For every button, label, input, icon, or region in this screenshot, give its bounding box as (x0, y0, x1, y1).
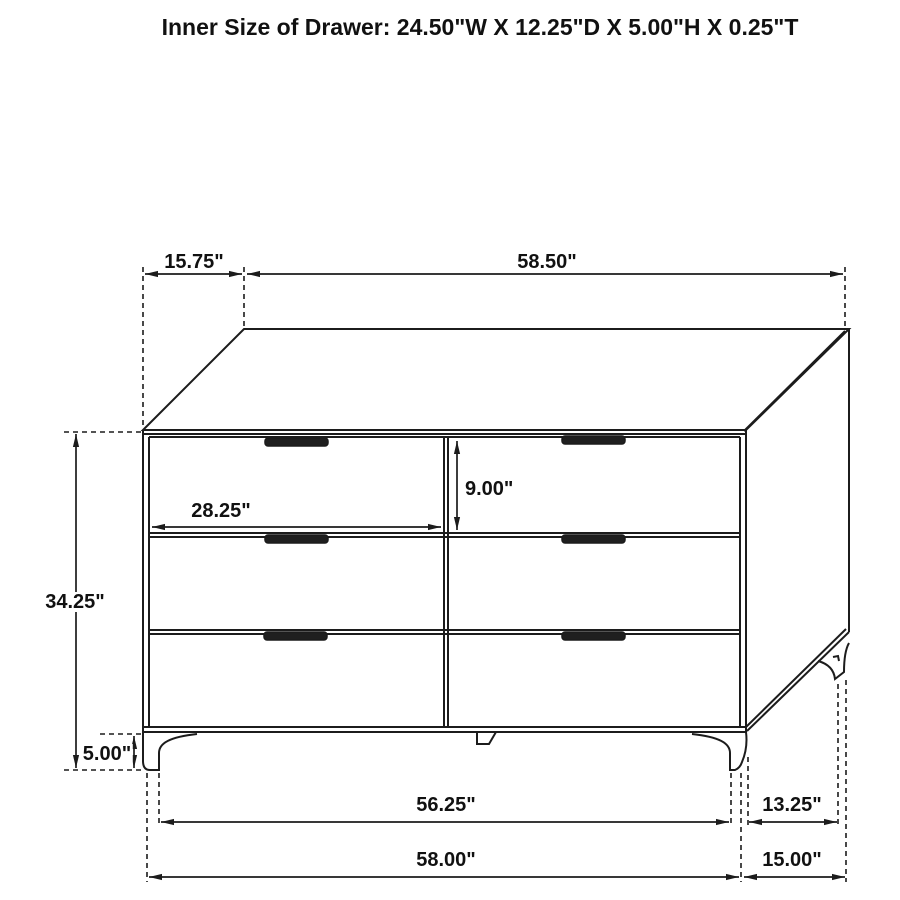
dim-label-overall-width: 58.00" (416, 849, 476, 871)
dim-label-overall-depth: 15.00" (762, 849, 822, 871)
dim-label-side-leg-span: 13.25" (762, 794, 822, 816)
drawer-handle (562, 436, 625, 444)
cabinet-top (143, 329, 849, 434)
legs (143, 643, 849, 770)
drawer-handle (562, 632, 625, 640)
dim-label-front-leg-span: 56.25" (416, 794, 476, 816)
drawer-handle (265, 535, 328, 543)
rear-right-leg-notch (833, 656, 839, 661)
diagram-title: Inner Size of Drawer: 24.50"W X 12.25"D X 5.00"H X 0.25"T (161, 14, 799, 40)
dim-label-top-width: 58.50" (517, 251, 577, 273)
cabinet-front (143, 430, 746, 732)
drawer-handle (264, 632, 327, 640)
dim-label-leg-height: 5.00" (82, 743, 132, 765)
dimension-lines (76, 274, 845, 877)
center-foot (477, 732, 496, 744)
front-left-leg (143, 732, 197, 770)
dim-label-top-depth: 15.75" (164, 251, 224, 273)
drawer-handle (562, 535, 625, 543)
dim-label-overall-height: 34.25" (45, 591, 105, 613)
dim-label-drawer-height: 9.00" (465, 478, 514, 500)
dim-label-drawer-width: 28.25" (191, 500, 251, 522)
extension-lines (64, 267, 846, 882)
drawer-handle (265, 438, 328, 446)
front-right-leg (692, 732, 747, 770)
